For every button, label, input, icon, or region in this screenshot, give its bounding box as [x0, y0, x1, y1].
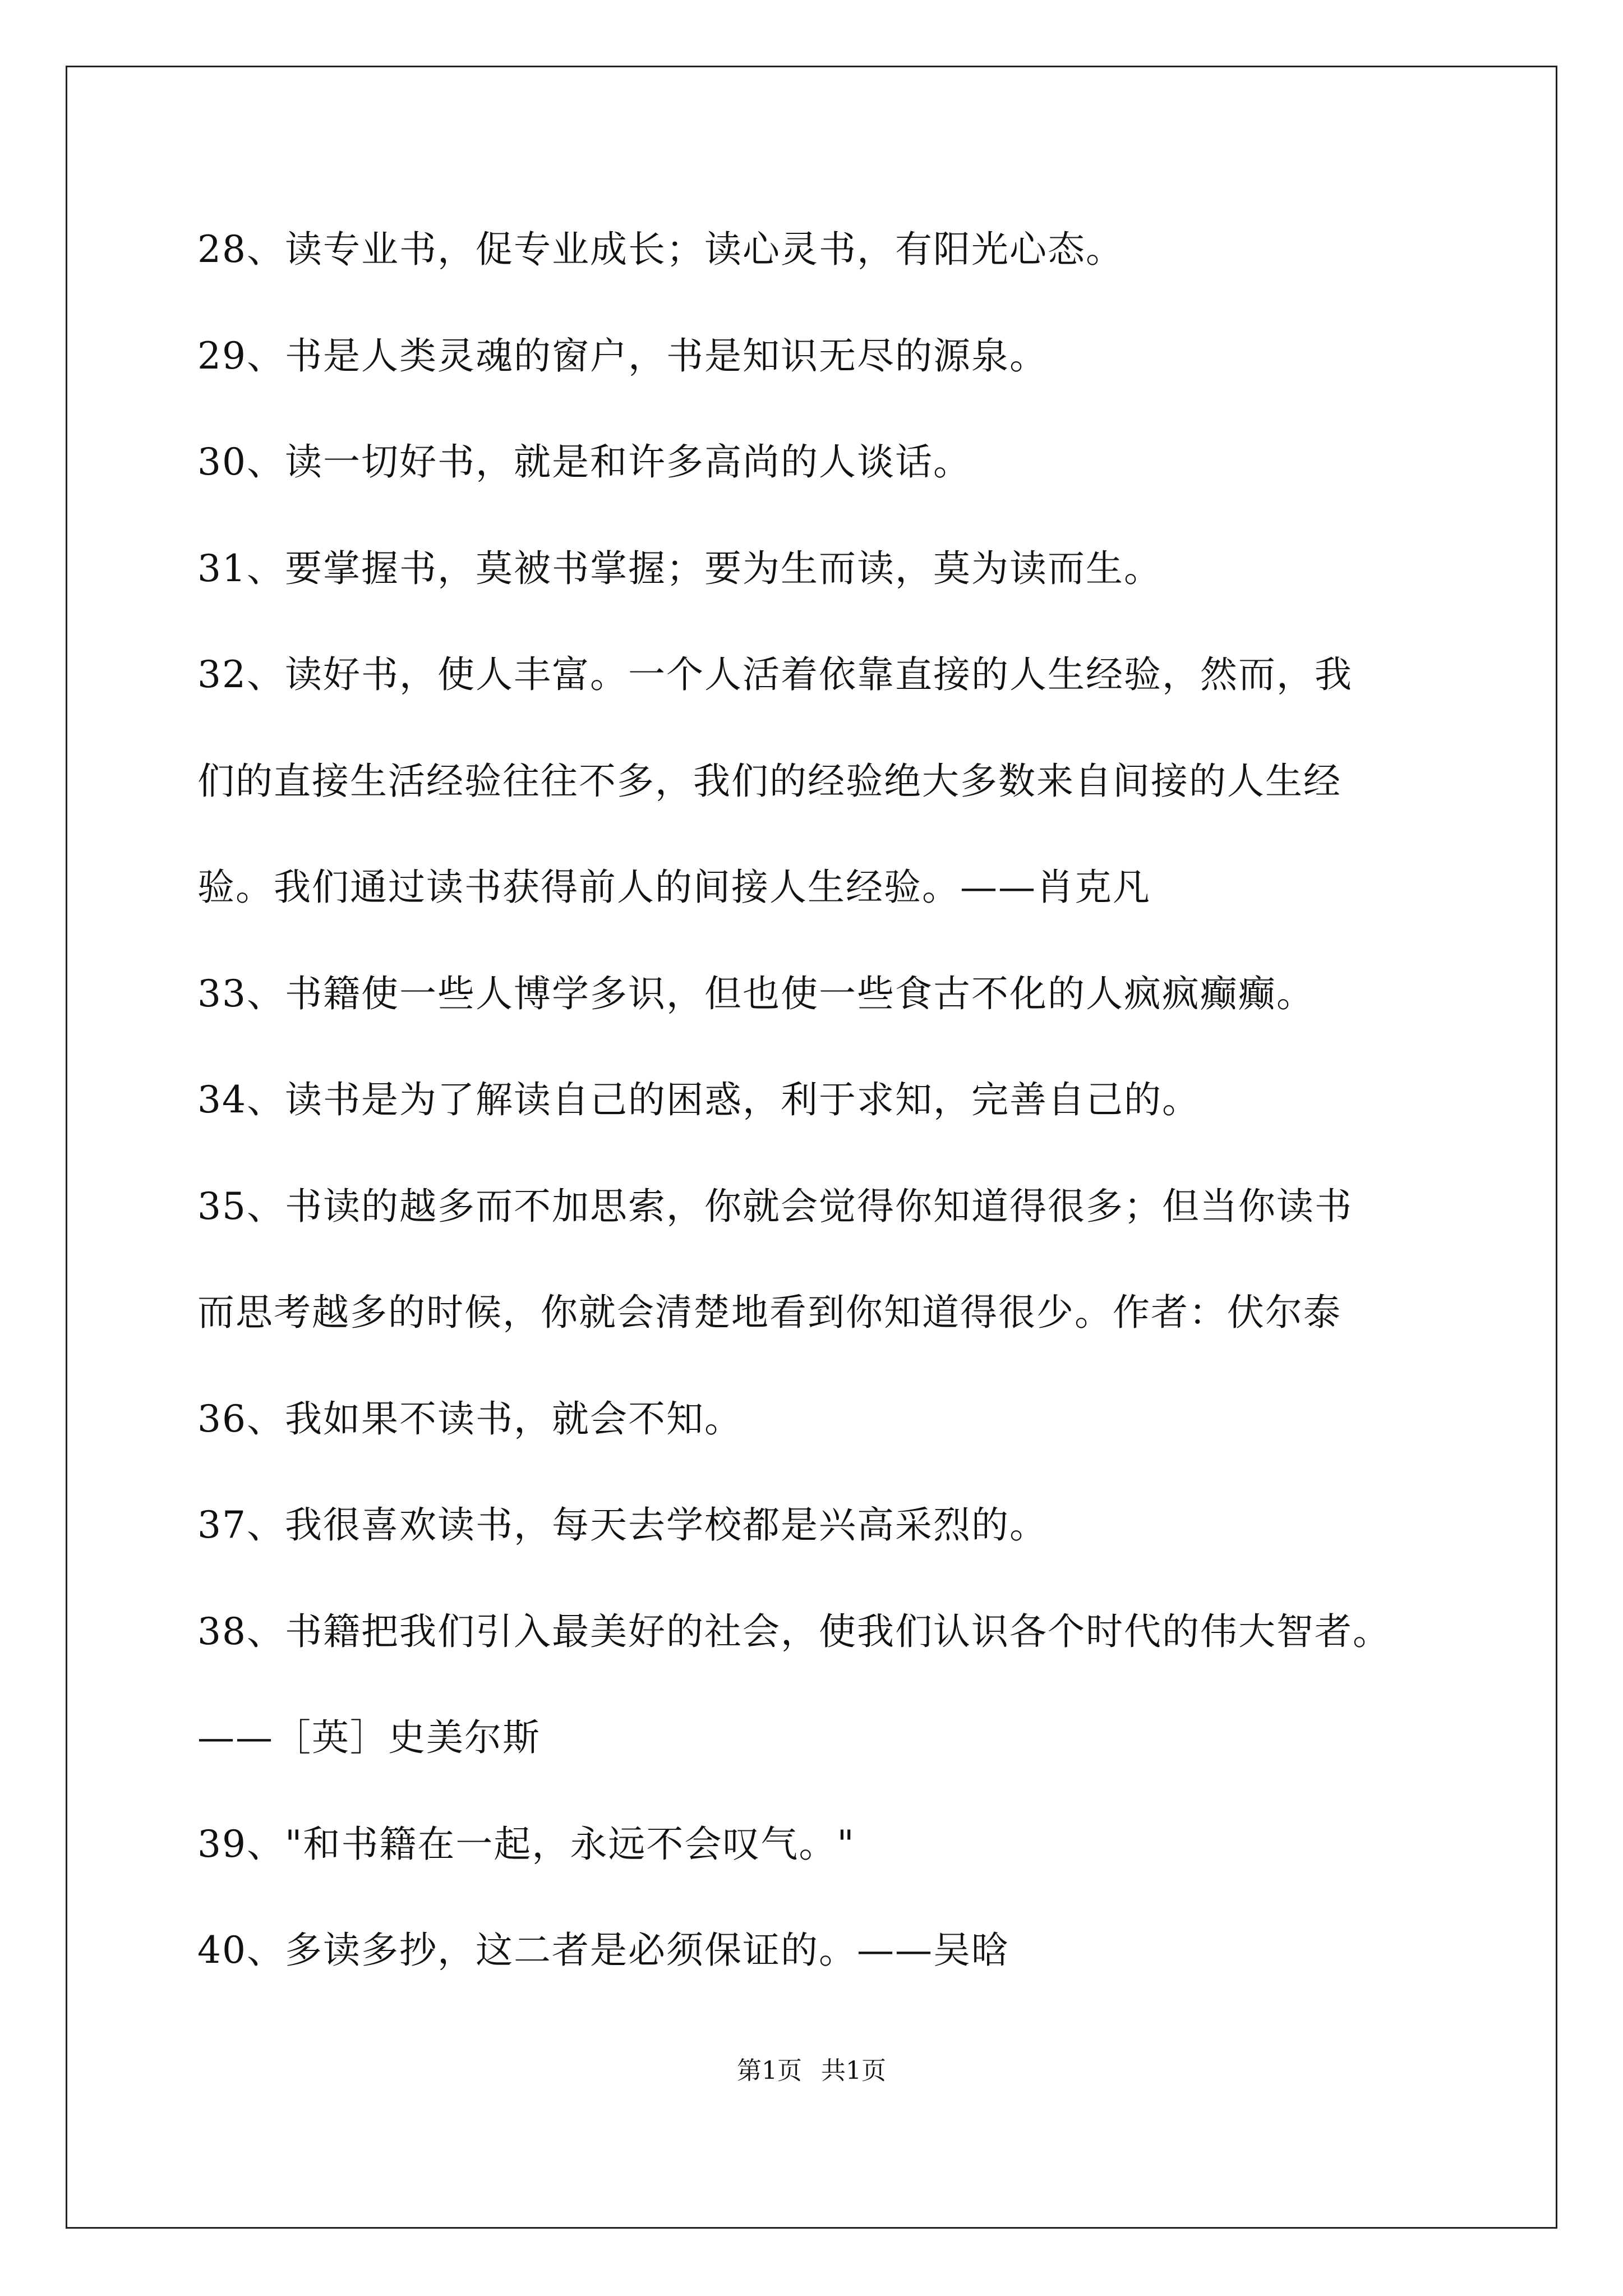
- text-line: 38、书籍把我们引入最美好的社会，使我们认识各个时代的伟大智者。: [197, 1609, 1391, 1653]
- text-line: 29、书是人类灵魂的窗户，书是知识无尽的源泉。: [197, 334, 1048, 378]
- text-line: 37、我很喜欢读书，每天去学校都是兴高采烈的。: [197, 1503, 1048, 1547]
- text-line: 验。我们通过读书获得前人的间接人生经验。——肖克凡: [197, 866, 1151, 909]
- text-line: ——［英］史美尔斯: [197, 1716, 541, 1759]
- page-number-total: 共1页: [821, 2056, 886, 2085]
- text-line: 30、读一切好书，就是和许多高尚的人谈话。: [197, 440, 971, 484]
- text-line: 28、读专业书，促专业成长；读心灵书，有阳光心态。: [197, 228, 1124, 271]
- text-line: 32、读好书，使人丰富。一个人活着依靠直接的人生经验，然而，我: [197, 653, 1353, 696]
- text-line: 34、读书是为了解读自己的困惑，利于求知，完善自己的。: [197, 1078, 1200, 1121]
- text-line: 35、书读的越多而不加思索，你就会觉得你知道得很多；但当你读书: [197, 1184, 1353, 1228]
- text-line: 们的直接生活经验往往不多，我们的经验绝大多数来自间接的人生经: [197, 759, 1341, 803]
- page-footer: [0, 2054, 1623, 2088]
- document-body: [197, 219, 1431, 2026]
- text-line: 31、要掌握书，莫被书掌握；要为生而读，莫为读而生。: [197, 546, 1162, 590]
- text-line: 40、多读多抄，这二者是必须保证的。——吴晗: [197, 1929, 1009, 1972]
- text-line: 33、书籍使一些人博学多识，但也使一些食古不化的人疯疯癫癫。: [197, 972, 1315, 1015]
- page-number-current: 第1页: [737, 2056, 802, 2085]
- text-line: 39、"和书籍在一起，永远不会叹气。": [197, 1822, 855, 1866]
- text-line: 而思考越多的时候，你就会清楚地看到你知道得很少。作者：伏尔泰: [197, 1291, 1341, 1334]
- text-line: 36、我如果不读书，就会不知。: [197, 1397, 743, 1441]
